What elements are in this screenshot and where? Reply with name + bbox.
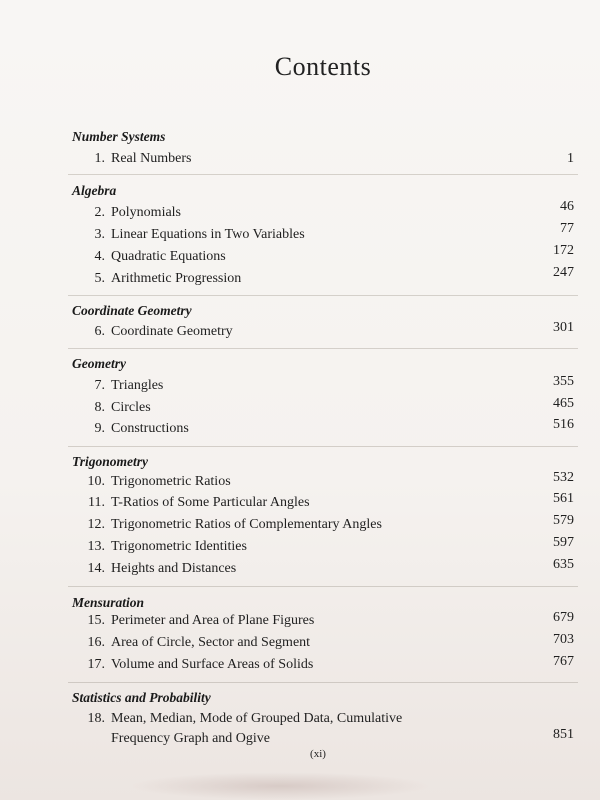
page-number: 767 (553, 654, 574, 669)
chapter-title: Heights and Distances (111, 561, 237, 576)
chapter-title: Mean, Median, Mode of Grouped Data, Cumulative (111, 711, 403, 726)
page-number: 465 (553, 396, 574, 411)
page-number: 516 (553, 417, 574, 432)
chapter-title: Perimeter and Area of Plane Figures (111, 613, 315, 628)
page-footer-number: (xi) (310, 748, 326, 760)
chapter-title: Quadratic Equations (111, 249, 226, 264)
chapter-title: Triangles (111, 378, 164, 393)
chapter-number: 14. (87, 561, 105, 576)
page-number: 851 (553, 727, 574, 742)
page-number: 579 (553, 513, 574, 528)
page-number: 46 (560, 199, 574, 214)
section-divider (68, 682, 578, 683)
chapter-title: Circles (111, 400, 151, 415)
section-heading-geometry: Geometry (72, 356, 126, 371)
chapter-number: 3. (94, 227, 105, 242)
chapter-number: 12. (87, 517, 105, 532)
page-title: Contents (274, 52, 372, 81)
chapter-number: 9. (94, 421, 105, 436)
section-divider (68, 586, 578, 587)
section-heading-trigonometry: Trigonometry (72, 454, 148, 469)
chapter-title-continued: Frequency Graph and Ogive (111, 731, 271, 746)
chapter-number: 7. (94, 378, 105, 393)
page-number: 679 (553, 610, 574, 625)
chapter-title: Linear Equations in Two Variables (111, 227, 305, 242)
chapter-number: 4. (94, 249, 105, 264)
section-heading-statistics-and-probability: Statistics and Probability (72, 690, 211, 705)
section-heading-mensuration: Mensuration (72, 595, 145, 610)
section-heading-coordinate-geometry: Coordinate Geometry (72, 303, 192, 318)
chapter-title: Volume and Surface Areas of Solids (111, 657, 314, 672)
page-number: 532 (553, 470, 574, 485)
chapter-number: 18. (87, 711, 105, 726)
chapter-title: Arithmetic Progression (111, 271, 242, 286)
chapter-number: 15. (87, 613, 105, 628)
chapter-number: 17. (87, 657, 105, 672)
page-number: 635 (553, 557, 574, 572)
page-number: 561 (553, 491, 574, 506)
chapter-number: 16. (87, 635, 105, 650)
chapter-title: Real Numbers (111, 151, 192, 166)
section-divider (68, 174, 578, 175)
section-divider (68, 348, 578, 349)
chapter-title: Coordinate Geometry (111, 324, 233, 339)
chapter-title: Trigonometric Identities (111, 539, 247, 554)
chapter-number: 5. (94, 271, 105, 286)
page-number: 77 (560, 221, 574, 236)
chapter-title: Area of Circle, Sector and Segment (111, 635, 311, 650)
chapter-title: Constructions (111, 421, 189, 436)
chapter-title: Polynomials (111, 205, 182, 220)
chapter-title: T-Ratios of Some Particular Angles (111, 495, 310, 510)
page-number: 1 (567, 151, 574, 166)
chapter-number: 11. (88, 495, 105, 510)
section-heading-number-systems: Number Systems (72, 129, 166, 144)
chapter-title: Trigonometric Ratios of Complementary Angles (111, 517, 382, 532)
chapter-title: Trigonometric Ratios (111, 474, 231, 489)
page-number: 703 (553, 632, 574, 647)
chapter-number: 13. (87, 539, 105, 554)
section-heading-algebra: Algebra (72, 183, 117, 198)
section-divider (68, 295, 578, 296)
chapter-number: 1. (94, 151, 105, 166)
page-number: 172 (553, 243, 574, 258)
chapter-number: 8. (94, 400, 105, 415)
paper-smudge (130, 772, 430, 800)
page-number: 247 (553, 265, 574, 280)
chapter-number: 6. (94, 324, 105, 339)
toc-entry[interactable] (72, 710, 574, 750)
page-number: 301 (553, 320, 574, 335)
page-number: 355 (553, 374, 574, 389)
chapter-number: 10. (87, 474, 105, 489)
chapter-number: 2. (94, 205, 105, 220)
section-divider (68, 446, 578, 447)
page-number: 597 (553, 535, 574, 550)
